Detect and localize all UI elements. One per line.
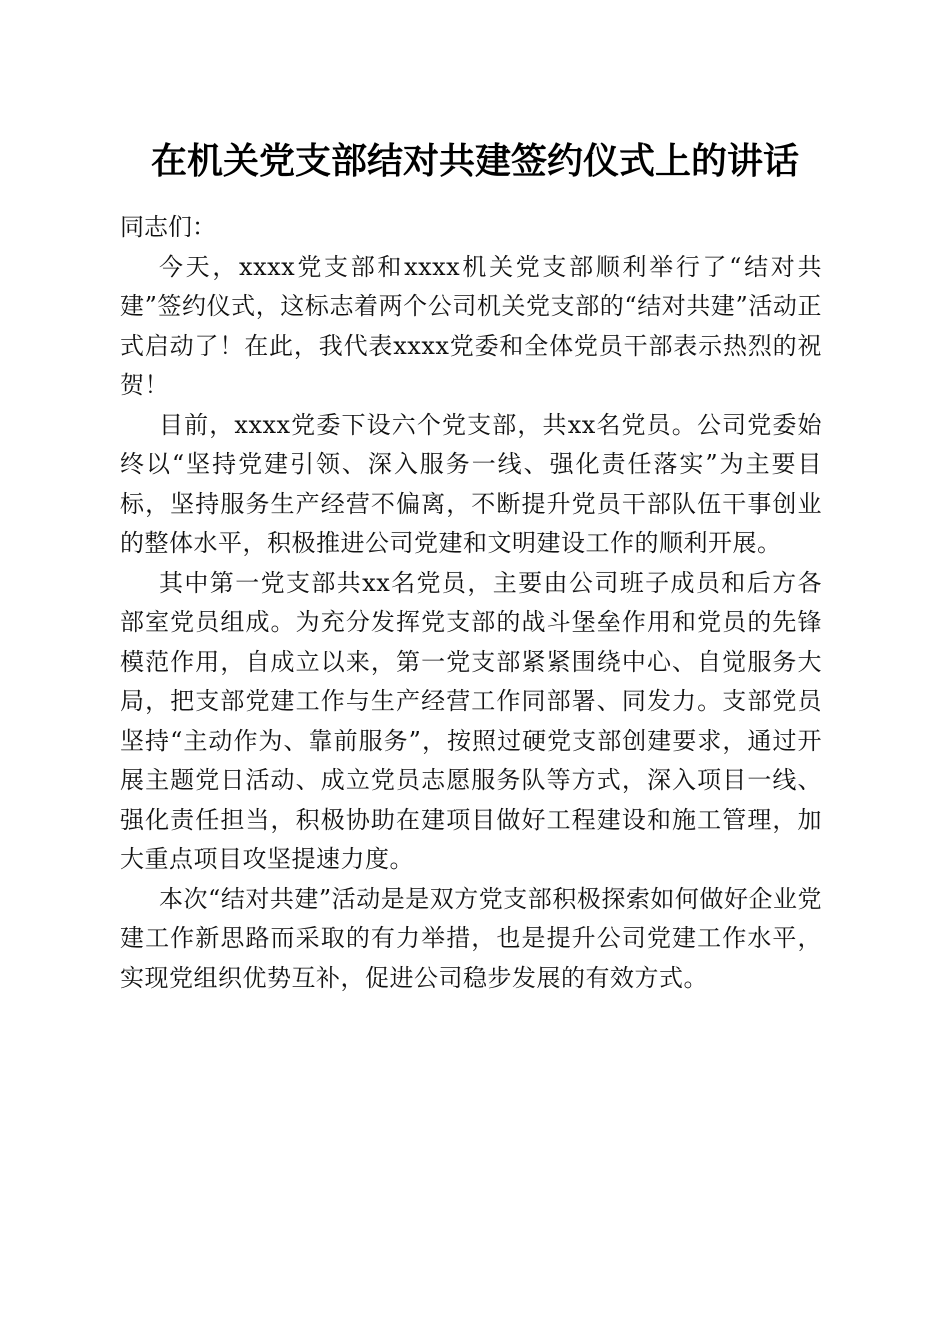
paragraph-1: 今天，xxxx党支部和xxxx机关党支部顺利举行了“结对共建”签约仪式，这标志着两个公司机关党支部的“结对共建”活动正式启动了！在此，我代表xxxx党委和全体党员干部表示热烈的祝贺！ (120, 252, 822, 399)
document-title: 在机关党支部结对共建签约仪式上的讲话 (150, 140, 799, 182)
paragraph-4: 本次“结对共建”活动是是双方党支部积极探索如何做好企业党建工作新思路而采取的有力举措，也是提升公司党建工作水平，实现党组织优势互补，促进公司稳步发展的有效方式。 (120, 884, 822, 992)
paragraph-3: 其中第一党支部共xx名党员，主要由公司班子成员和后方各部室党员组成。为充分发挥党支部的战斗堡垒作用和党员的先锋模范作用，自成立以来，第一党支部紧紧围绕中心、自觉服务大局，把支部党建工作与生产经营工作同部署、同发力。支部党员坚持“主动作为、靠前服务”，按照过硬党支部创建要求，通过开展主题党日活动、成立党员志愿服务队等方式，深入项目一线、强化责任担当，积极协助在建项目做好工程建设和施工管理，加大重点项目攻坚提速力度。 (120, 568, 822, 873)
salutation: 同志们： (120, 213, 216, 241)
paragraph-2: 目前，xxxx党委下设六个党支部，共xx名党员。公司党委始终以“坚持党建引领、深入服务一线、强化责任落实”为主要目标，坚持服务生产经营不偏离，不断提升党员干部队伍干事创业的整体水平，积极推进公司党建和文明建设工作的顺利开展。 (120, 410, 822, 557)
document-body (120, 208, 822, 998)
